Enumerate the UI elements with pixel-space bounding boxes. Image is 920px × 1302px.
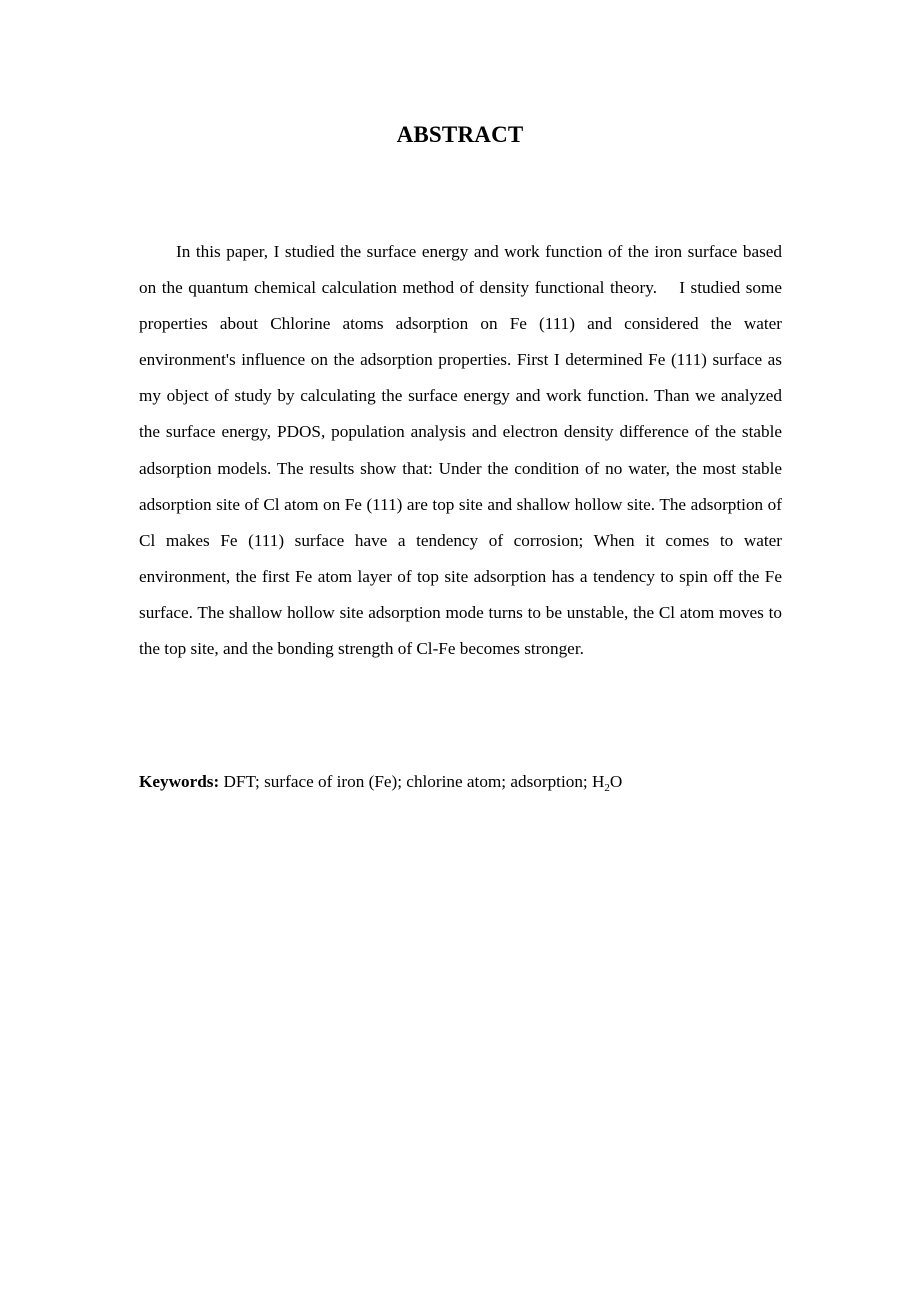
keywords-list: DFT; surface of iron (Fe); chlorine atom; adsorption; H	[223, 772, 605, 791]
keywords-label: Keywords:	[139, 772, 220, 791]
formula-subscript: 2	[604, 782, 610, 794]
abstract-paragraph: In this paper, I studied the surface energy and work function of the iron surface based on the quantum chemical calculation method of density functional theory. I studied some properties about Chlorine atoms adsorption on Fe (111) and considered the water environment's influence on the adsorption properties. First I determined Fe (111) surface as my object of study by calculating the surface energy and work function. Than we analyzed the surface energy, PDOS, population analysis and electron density difference of the stable adsorption models. The results show that: Under the condition of no water, the most stable adsorption site of Cl atom on Fe (111) are top site and shallow hollow site. The adsorption of Cl makes Fe (111) surface have a tendency of corrosion; When it comes to water environment, the first Fe atom layer of top site adsorption has a tendency to spin off the Fe surface. The shallow hollow site adsorption mode turns to be unstable, the Cl atom moves to the top site, and the bonding strength of Cl-Fe becomes stronger.	[139, 242, 782, 659]
formula-tail: O	[609, 772, 623, 791]
keywords-line	[139, 764, 782, 800]
abstract-title: ABSTRACT	[396, 122, 524, 147]
